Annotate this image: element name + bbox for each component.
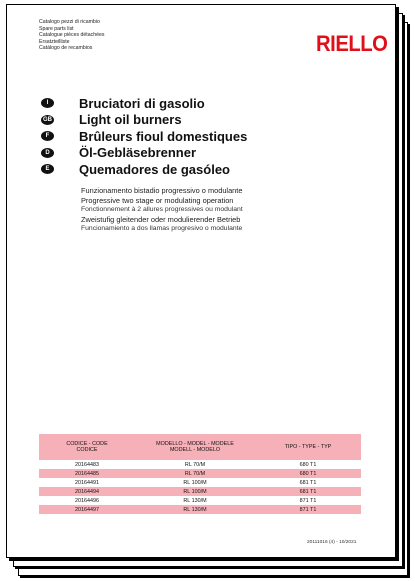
language-flag-icon: D: [41, 148, 54, 158]
cell-model: RL 70/M: [184, 461, 206, 468]
catalog-line: Catalogue pièces détachées: [39, 32, 105, 39]
lang-title: Bruciatori di gasolio: [79, 95, 205, 111]
table-row: [39, 460, 361, 469]
operation-description: [81, 186, 243, 234]
table-row: [39, 496, 361, 505]
cell-code: 20164494: [75, 488, 99, 495]
lang-row-it: [41, 95, 247, 112]
operation-line: Funzionamento bistadio progressivo o modulante: [81, 186, 243, 195]
lang-title: Brûleurs fioul domestiques: [79, 128, 248, 144]
catalog-line: Catalogo pezzi di ricambio: [39, 19, 100, 25]
front-page: [6, 4, 396, 558]
lang-title: Öl-Gebläsebrenner: [79, 145, 197, 161]
cell-type: 680 T1: [299, 461, 317, 468]
models-table: [39, 434, 361, 514]
cell-type: 871 T1: [299, 497, 317, 504]
cell-code: 20164491: [75, 479, 99, 486]
catalog-line: Spare parts list: [39, 25, 74, 32]
cell-model: RL 100/M: [183, 479, 207, 486]
cell-code: 20164497: [75, 506, 99, 513]
operation-line: Progressive two stage or modulating operation: [81, 195, 234, 205]
operation-line: Fonctionnement à 2 allures progressives ou modulant: [81, 206, 243, 214]
cell-code: 20164485: [75, 470, 99, 477]
table-row: [39, 487, 361, 496]
lang-title: Light oil burners: [79, 112, 182, 128]
catalog-line: Catálogo de recambios: [39, 45, 93, 52]
lang-title: Quemadores de gasóleo: [79, 161, 230, 177]
table-row: [39, 469, 361, 478]
cell-code: 20164496: [75, 497, 99, 504]
lang-row-fr: [41, 128, 247, 145]
header-type: TIPO - TYPE - TYP: [284, 443, 332, 450]
language-flag-icon: I: [41, 98, 54, 108]
catalog-line: Ersatzteilliste: [39, 38, 70, 45]
language-titles: [41, 95, 247, 178]
header-model: MODELLO - MODEL - MODELE MODELL - MODELO: [156, 440, 234, 453]
cell-code: 20164483: [75, 461, 99, 468]
cell-model: RL 100/M: [183, 488, 207, 495]
cell-model: RL 70/M: [184, 470, 206, 477]
table-row: [39, 505, 361, 514]
language-flag-icon: GB: [43, 116, 52, 123]
cell-type: 681 T1: [299, 479, 317, 486]
language-flag-icon: F: [41, 131, 54, 141]
table-row: [39, 478, 361, 487]
lang-row-es: [41, 161, 247, 178]
catalog-titles: [39, 19, 104, 52]
riello-logo: RIELLO: [316, 31, 388, 56]
operation-line: Zweistufig gleitender oder modulierender Betrieb: [81, 214, 241, 224]
header-code: CODICE - CODE CODICE: [66, 440, 108, 453]
cell-type: 681 T1: [299, 488, 317, 495]
document-code: 20111016 (4) - 10/2021: [307, 540, 357, 545]
table-header: [39, 434, 361, 460]
cell-model: RL 130/M: [183, 497, 207, 504]
cell-type: 680 T1: [299, 470, 317, 477]
cell-model: RL 130/M: [183, 506, 207, 513]
cell-type: 871 T1: [299, 506, 317, 513]
lang-row-de: [41, 145, 247, 162]
lang-row-gb: [41, 112, 247, 129]
language-flag-icon: E: [41, 164, 54, 174]
operation-line: Funcionamiento a dos llamas progresivo o modulante: [81, 225, 243, 233]
